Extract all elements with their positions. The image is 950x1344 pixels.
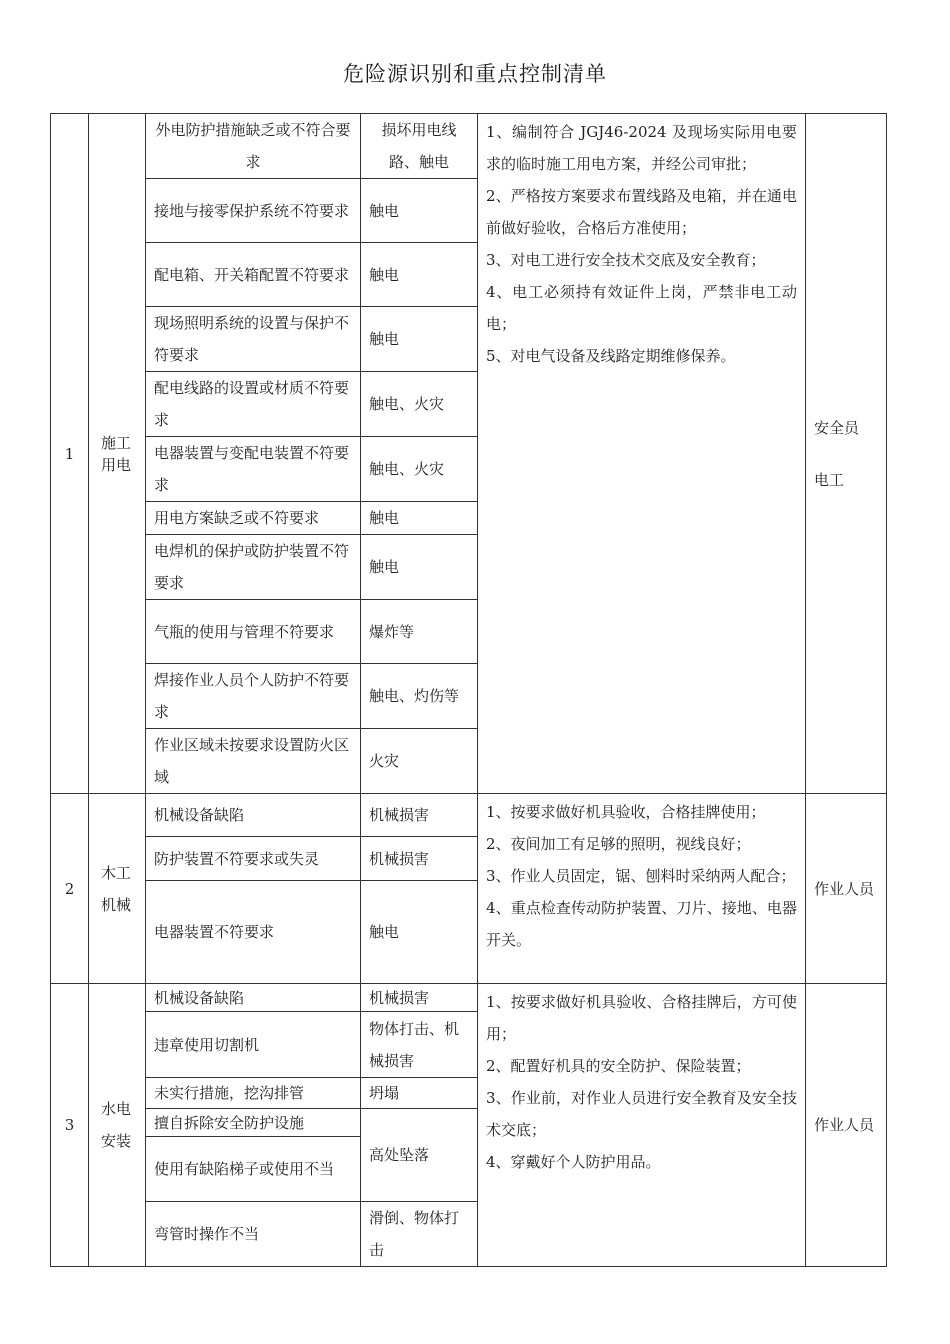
section-number: 3: [51, 984, 89, 1267]
hazard-cell: 作业区域未按要求设置防火区域: [146, 729, 361, 794]
hazard-cell: 外电防护措施缺乏或不符合要求: [146, 114, 361, 179]
responsible-item: 作业人员: [814, 879, 875, 898]
hazard-cell: 电器装置不符要求: [146, 881, 361, 984]
hazard-cell: 机械设备缺陷: [146, 794, 361, 837]
measure-item: 2、夜间加工有足够的照明，视线良好；: [486, 835, 751, 853]
measure-item: 1、按要求做好机具验收，合格挂牌使用；: [486, 803, 766, 821]
hazard-cell: 气瓶的使用与管理不符要求: [146, 600, 361, 664]
hazard-cell: 配电箱、开关箱配置不符要求: [146, 243, 361, 307]
responsible-cell: [806, 794, 887, 984]
hazard-cell: 违章使用切割机: [146, 1012, 361, 1078]
section-category: 水电安装: [89, 984, 146, 1267]
responsible-item: 电工: [814, 470, 845, 489]
measure-item: 3、作业前，对作业人员进行安全教育及安全技术交底；: [486, 1089, 797, 1139]
responsible-cell: [806, 984, 887, 1267]
consequence-cell: 触电、火灾: [361, 437, 478, 502]
section-number: 1: [51, 114, 89, 794]
page-title: 危险源识别和重点控制清单: [343, 62, 607, 86]
measure-item: 4、穿戴好个人防护用品。: [486, 1153, 661, 1171]
hazard-cell: 电焊机的保护或防护装置不符要求: [146, 535, 361, 600]
table-row: [51, 984, 887, 1012]
table-row: [51, 114, 887, 179]
measure-item: 3、对电工进行安全技术交底及安全教育；: [486, 251, 766, 269]
consequence-cell: 触电: [361, 535, 478, 600]
hazard-cell: 配电线路的设置或材质不符要求: [146, 372, 361, 437]
section-number: 2: [51, 794, 89, 984]
hazard-table: [50, 113, 887, 1267]
hazard-cell: 机械设备缺陷: [146, 984, 361, 1012]
hazard-cell: 现场照明系统的设置与保护不符要求: [146, 307, 361, 372]
measure-item: 5、对电气设备及线路定期维修保养。: [486, 347, 736, 365]
responsible-cell: [806, 114, 887, 794]
consequence-cell: 触电: [361, 502, 478, 535]
consequence-cell: 高处坠落: [361, 1109, 478, 1202]
hazard-cell: 使用有缺陷梯子或使用不当: [146, 1137, 361, 1202]
consequence-cell: 坍塌: [361, 1078, 478, 1109]
measures-cell: [478, 794, 806, 984]
hazard-cell: 弯管时操作不当: [146, 1202, 361, 1267]
consequence-cell: 触电: [361, 243, 478, 307]
consequence-cell: 机械损害: [361, 984, 478, 1012]
measure-item: 4、电工必须持有效证件上岗，严禁非电工动电；: [486, 283, 797, 333]
hazard-cell: 电器装置与变配电装置不符要求: [146, 437, 361, 502]
hazard-cell: 接地与接零保护系统不符要求: [146, 179, 361, 243]
measures-cell: [478, 114, 806, 794]
responsible-item: 作业人员: [814, 1116, 875, 1134]
hazard-cell: 焊接作业人员个人防护不符要求: [146, 664, 361, 729]
section-category: 施工用电: [89, 114, 146, 794]
measure-item: 1、按要求做好机具验收、合格挂牌后，方可使用；: [486, 993, 797, 1043]
consequence-cell: 火灾: [361, 729, 478, 794]
measures-cell: [478, 984, 806, 1267]
consequence-cell: 爆炸等: [361, 600, 478, 664]
responsible-item: 安全员: [814, 418, 860, 437]
measure-item: 3、作业人员固定，锯、刨料时采纳两人配合；: [486, 867, 796, 885]
consequence-cell: 物体打击、机械损害: [361, 1012, 478, 1078]
consequence-cell: 触电: [361, 307, 478, 372]
hazard-cell: 用电方案缺乏或不符要求: [146, 502, 361, 535]
consequence-cell: 触电、灼伤等: [361, 664, 478, 729]
consequence-cell: 滑倒、物体打击: [361, 1202, 478, 1267]
hazard-cell: 防护装置不符要求或失灵: [146, 837, 361, 881]
consequence-cell: 损坏用电线路、触电: [361, 114, 478, 179]
section-category: 木工机械: [89, 794, 146, 984]
consequence-cell: 触电: [361, 881, 478, 984]
hazard-cell: 未实行措施，挖沟排管: [146, 1078, 361, 1109]
table-row: [51, 794, 887, 837]
measure-item: 4、重点检查传动防护装置、刀片、接地、电器开关。: [486, 899, 797, 949]
consequence-cell: 机械损害: [361, 837, 478, 881]
consequence-cell: 触电: [361, 179, 478, 243]
consequence-cell: 机械损害: [361, 794, 478, 837]
measure-item: 1、编制符合 JGJ46-2024 及现场实际用电要求的临时施工用电方案，并经公司审批；: [486, 123, 797, 173]
measure-item: 2、配置好机具的安全防护、保险装置；: [486, 1057, 751, 1075]
consequence-cell: 触电、火灾: [361, 372, 478, 437]
hazard-cell: 擅自拆除安全防护设施: [146, 1109, 361, 1137]
measure-item: 2、严格按方案要求布置线路及电箱，并在通电前做好验收，合格后方准使用；: [486, 187, 797, 237]
